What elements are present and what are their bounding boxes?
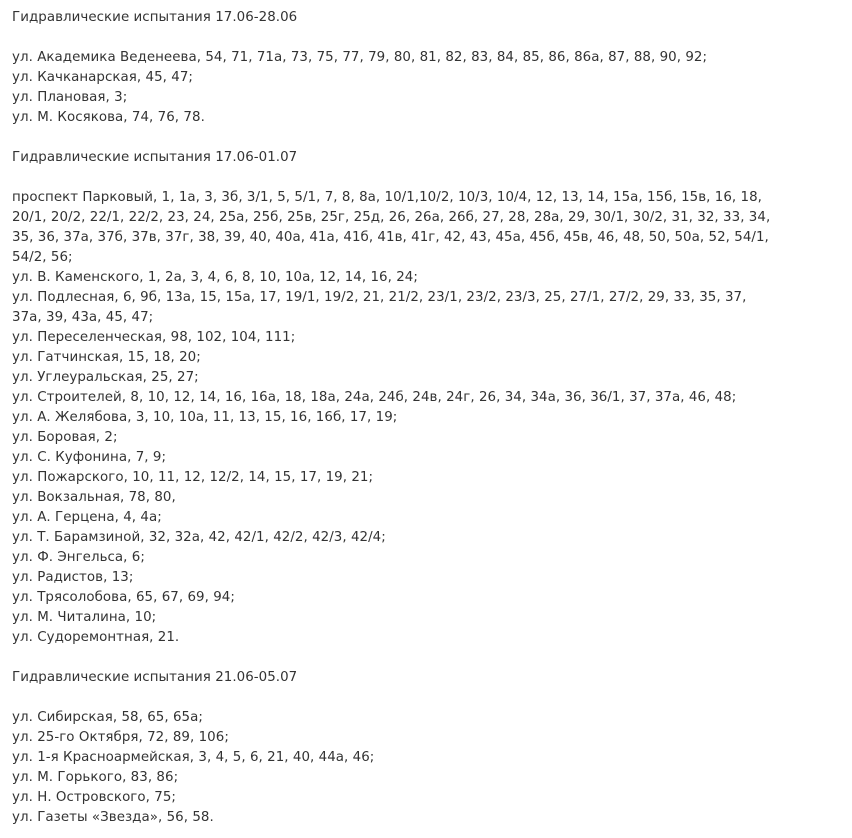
section-2 — [12, 148, 842, 648]
address-line: ул. М. Косякова, 74, 76, 78. — [12, 110, 205, 125]
address-line: ул. Подлесная, 6, 9б, 13а, 15, 15а, 17, 19/1, 19/2, 21, 21/2, 23/1, 23/2, 23/3, 25, 27/1, 27/2, 29, 33, 35, 37, — [12, 290, 747, 305]
address-line: ул. Гатчинская, 15, 18, 20; — [12, 350, 201, 365]
address-line: ул. Строителей, 8, 10, 12, 14, 16, 16а, 18, 18а, 24а, 24б, 24в, 24г, 26, 34, 34а, 36, 36/1, 37, 37а, 46, 48; — [12, 390, 737, 405]
address-line: ул. Судоремонтная, 21. — [12, 630, 180, 645]
address-line: ул. Академика Веденеева, 54, 71, 71а, 73, 75, 77, 79, 80, 81, 82, 83, 84, 85, 86, 86а, 87, 88, 90, 92; — [12, 50, 708, 65]
address-line: ул. А. Герцена, 4, 4а; — [12, 510, 162, 525]
address-line: ул. С. Куфонина, 7, 9; — [12, 450, 167, 465]
section-3 — [12, 668, 842, 828]
address-line: ул. Т. Барамзиной, 32, 32а, 42, 42/1, 42/2, 42/3, 42/4; — [12, 530, 386, 545]
address-line: ул. Ф. Энгельса, 6; — [12, 550, 145, 565]
address-line: ул. Вокзальная, 78, 80, — [12, 490, 176, 505]
address-line: ул. Качканарская, 45, 47; — [12, 70, 193, 85]
address-line: ул. Трясолобова, 65, 67, 69, 94; — [12, 590, 235, 605]
address-line: ул. Плановая, 3; — [12, 90, 128, 105]
address-line: ул. 25-го Октября, 72, 89, 106; — [12, 730, 229, 745]
address-line: ул. Газеты «Звезда», 56, 58. — [12, 810, 214, 825]
section-heading: Гидравлические испытания 17.06-01.07 — [12, 150, 298, 165]
address-line: 35, 36, 37а, 37б, 37в, 37г, 38, 39, 40, 40а, 41а, 41б, 41в, 41г, 42, 43, 45а, 45б, 45в, 46, 48, 50, 50а, 52, 54/1, — [12, 230, 769, 245]
address-line: ул. М. Горького, 83, 86; — [12, 770, 179, 785]
address-line: ул. А. Желябова, 3, 10, 10а, 11, 13, 15, 16, 16б, 17, 19; — [12, 410, 398, 425]
address-line: ул. Боровая, 2; — [12, 430, 118, 445]
address-line: ул. Радистов, 13; — [12, 570, 134, 585]
section-heading: Гидравлические испытания 21.06-05.07 — [12, 670, 298, 685]
address-line: ул. В. Каменского, 1, 2а, 3, 4, 6, 8, 10, 10а, 12, 14, 16, 24; — [12, 270, 418, 285]
section-1 — [12, 8, 842, 128]
address-line: ул. М. Читалина, 10; — [12, 610, 157, 625]
section-heading: Гидравлические испытания 17.06-28.06 — [12, 10, 298, 25]
address-line: 37а, 39, 43а, 45, 47; — [12, 310, 154, 325]
address-line: ул. Пожарского, 10, 11, 12, 12/2, 14, 15, 17, 19, 21; — [12, 470, 374, 485]
address-line: ул. Переселенческая, 98, 102, 104, 111; — [12, 330, 296, 345]
address-line: ул. Н. Островского, 75; — [12, 790, 176, 805]
address-line: 54/2, 56; — [12, 250, 73, 265]
address-line: 20/1, 20/2, 22/1, 22/2, 23, 24, 25а, 25б, 25в, 25г, 25д, 26, 26а, 26б, 27, 28, 28а, 29, 30/1, 30/2, 31, 32, 33, 34, — [12, 210, 771, 225]
address-line: проспект Парковый, 1, 1а, 3, 3б, 3/1, 5, 5/1, 7, 8, 8а, 10/1,10/2, 10/3, 10/4, 12, 13, 14, 15а, 15б, 15в, 16, 18, — [12, 190, 762, 205]
address-line: ул. Углеуральская, 25, 27; — [12, 370, 199, 385]
address-line: ул. 1-я Красноармейская, 3, 4, 5, 6, 21, 40, 44а, 46; — [12, 750, 375, 765]
address-line: ул. Сибирская, 58, 65, 65а; — [12, 710, 203, 725]
